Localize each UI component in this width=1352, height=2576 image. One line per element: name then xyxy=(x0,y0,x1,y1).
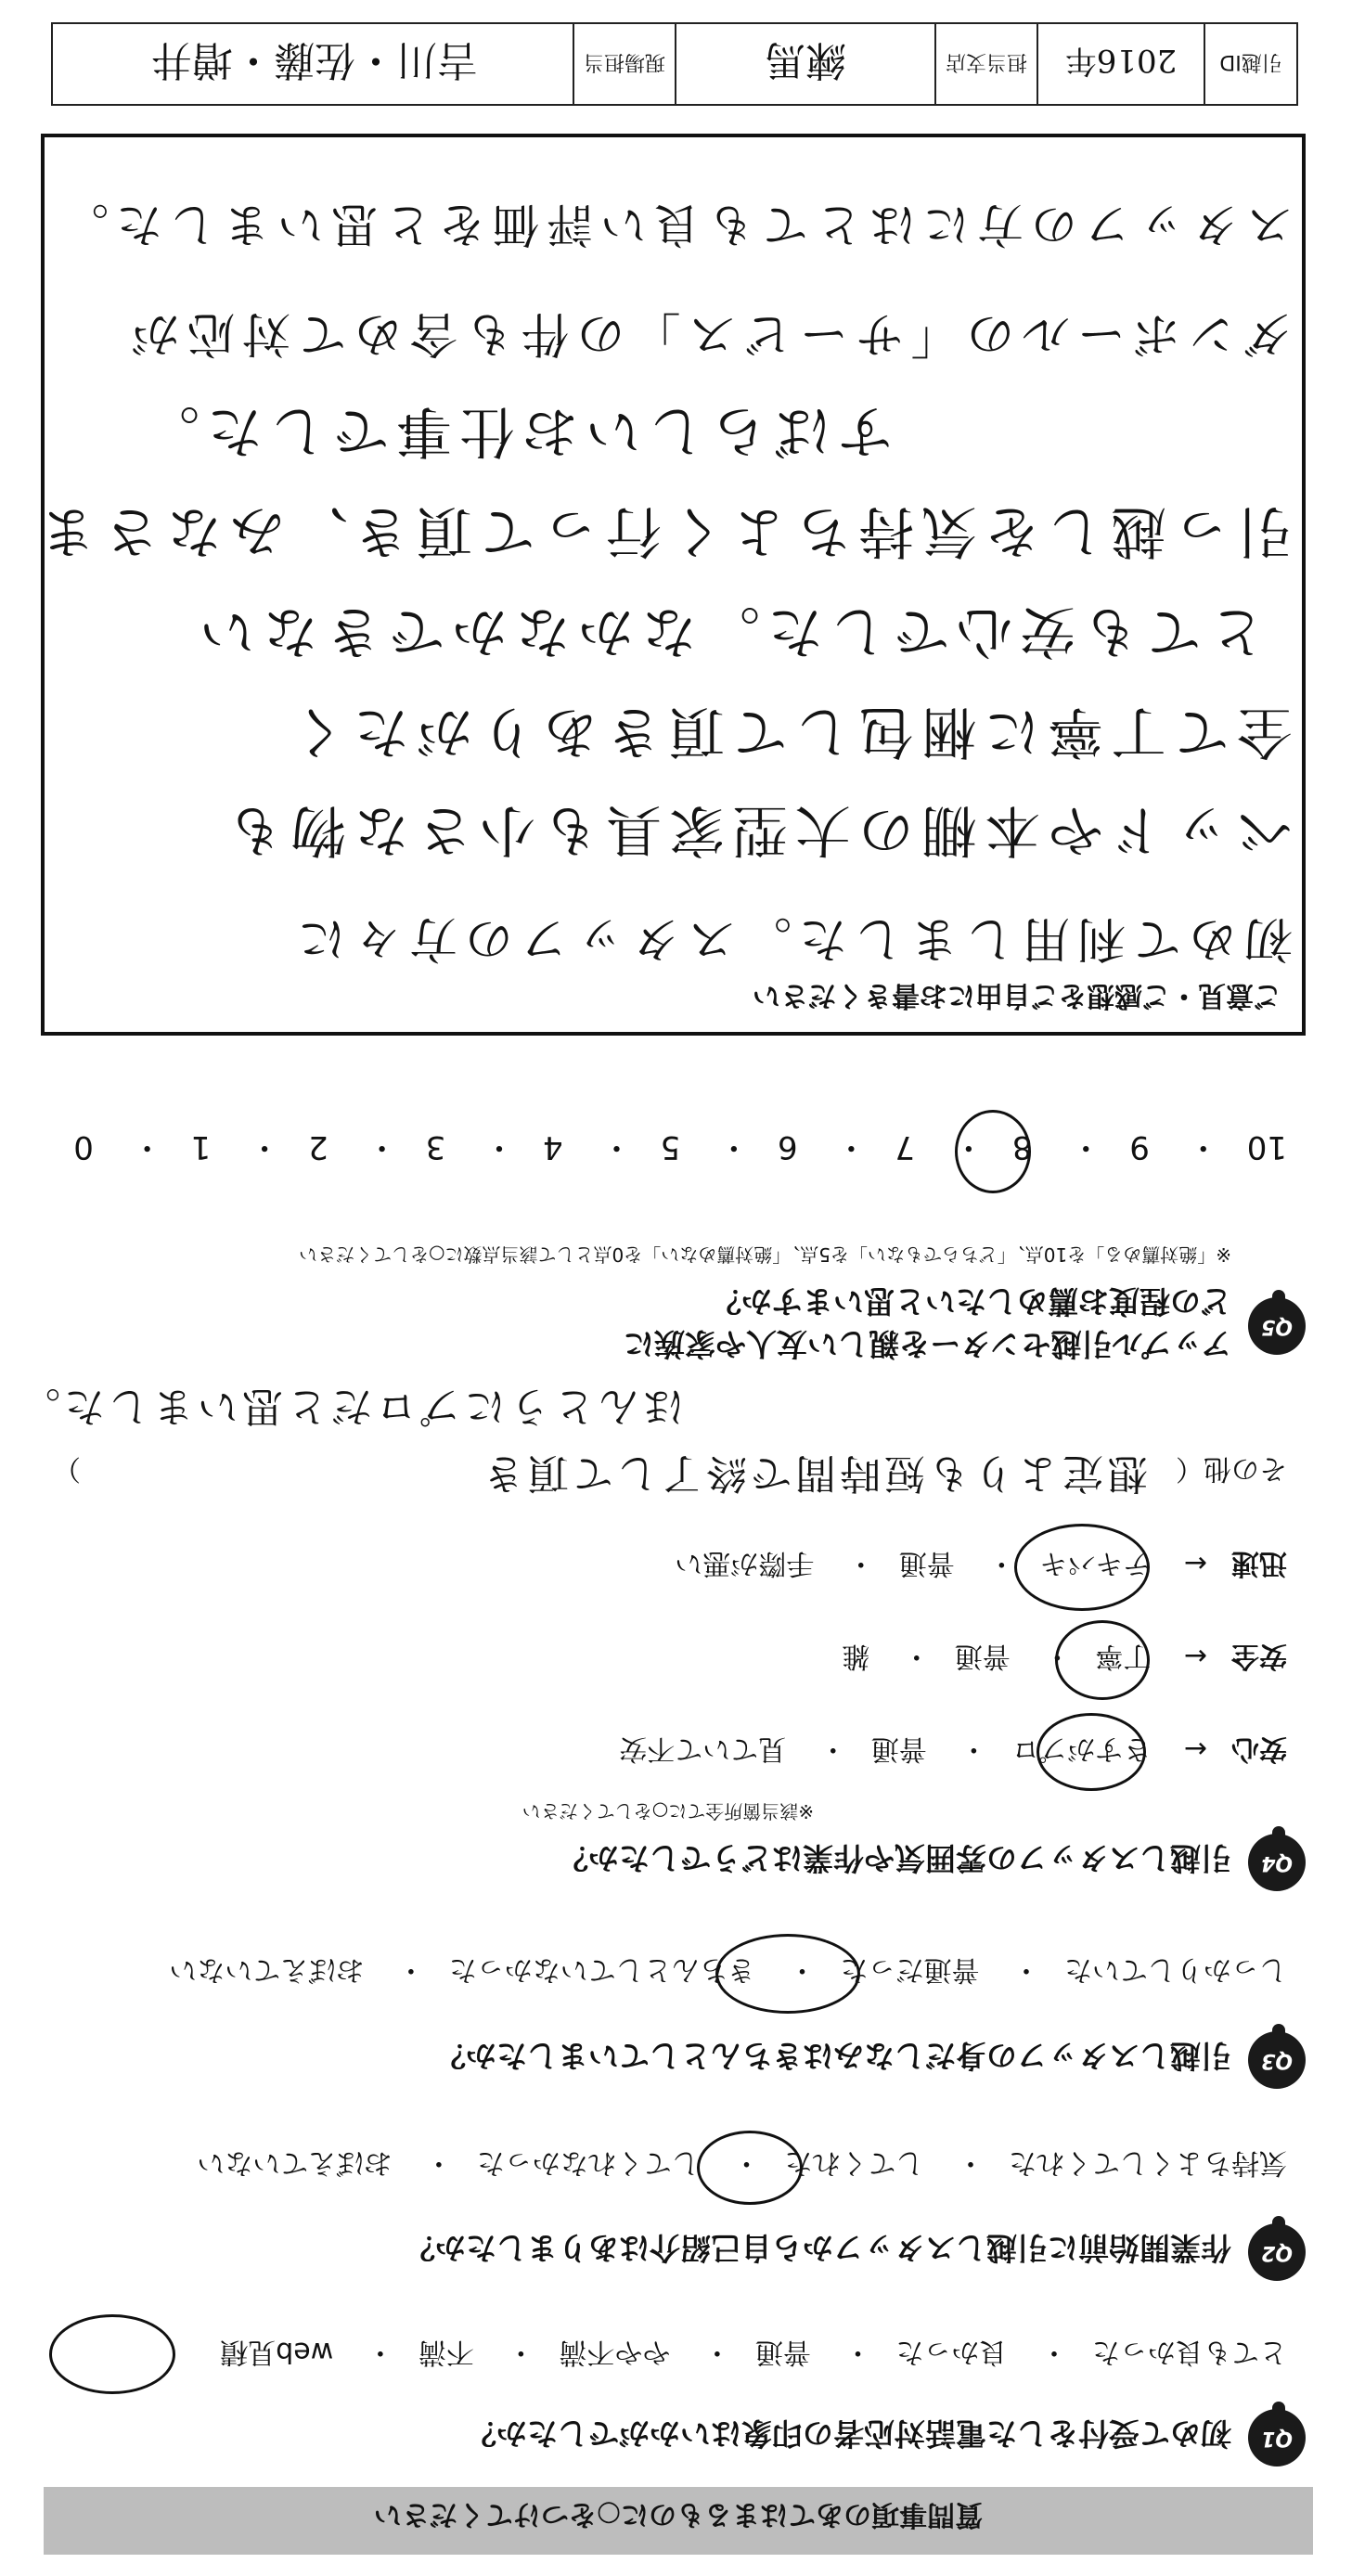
q3-option[interactable]: きちんとしていなかった xyxy=(448,1953,755,1986)
branch-value: 練馬 xyxy=(765,36,846,84)
q2-option[interactable]: してくれた xyxy=(784,2146,924,2179)
q4-row-label: 安全 xyxy=(1231,1640,1287,1672)
q4-badge: Q4 xyxy=(1248,1834,1306,1891)
q4-option[interactable]: 普通 xyxy=(870,1732,927,1765)
q5-scale: 10・ 9・ 8・ 7・ 6・ 5・ 4・ 3・ 2・ 1・ 0 xyxy=(73,1128,1287,1166)
q4-jinsoku-circle xyxy=(1014,1524,1150,1611)
free-comment-label: ご意見・ご感想をご自由にお書きください xyxy=(753,979,1281,1011)
q1-option[interactable]: 良かった xyxy=(895,2336,1008,2368)
q3-option[interactable]: おぼえていない xyxy=(169,1953,365,1986)
branch-value-cell xyxy=(675,24,934,104)
q2-option[interactable]: してくれなかった xyxy=(476,2146,700,2179)
q4-option[interactable]: 普通 xyxy=(898,1547,955,1579)
q4-option[interactable]: 手際が悪い xyxy=(675,1547,815,1579)
staff-label: 現場担当 xyxy=(584,50,666,74)
comment-line: ダンボールの「サービス」の件も含めて対応が xyxy=(123,305,1293,361)
q4-row-anzen: 安全← 丁寧・ 普通・ 雑 xyxy=(842,1640,1287,1672)
q4-row-label: 安心 xyxy=(1231,1732,1287,1765)
q4-row-anshin: 安心← さすがプロ・ 普通・ 見ていて不安 xyxy=(619,1732,1287,1765)
id-table xyxy=(51,22,1298,106)
q4-option[interactable]: 普通 xyxy=(954,1640,1011,1672)
free-comment-box xyxy=(32,134,1306,1036)
comment-line: 初めて利用しました。スタッフの方々に xyxy=(290,910,1293,966)
q5-score[interactable]: 8 xyxy=(1011,1128,1033,1166)
q5-answer-circle xyxy=(955,1110,1031,1193)
staff-value-cell xyxy=(57,24,573,104)
q1-option[interactable]: web見積 xyxy=(220,2336,334,2368)
q2-question: 作業開始前に引越しスタッフから自己紹介はありましたか？ xyxy=(405,2230,1231,2266)
q4-option[interactable]: 丁寧 xyxy=(1095,1640,1152,1672)
q3-badge: Q3 xyxy=(1248,2031,1306,2089)
q2-badge: Q2 xyxy=(1248,2223,1306,2281)
q4-question: 引越しスタッフの雰囲気や作業はどうでしたか？ xyxy=(558,1840,1231,1876)
id-label-cell xyxy=(1204,24,1296,104)
q5-score[interactable]: 10 xyxy=(1246,1128,1287,1166)
q4-option[interactable]: 雑 xyxy=(842,1640,870,1672)
q4-option[interactable]: テキパキ xyxy=(1039,1547,1152,1579)
q1-option[interactable]: やや不満 xyxy=(559,2336,671,2368)
q5-score[interactable]: 0 xyxy=(73,1128,94,1166)
staff-label-cell xyxy=(573,24,675,104)
q4-other-handwriting-2: ほんとうにプロだと思いました。 xyxy=(16,1383,684,1430)
q5-score[interactable]: 2 xyxy=(308,1128,328,1166)
q1-option[interactable]: 普通 xyxy=(754,2336,811,2368)
branch-label: 担当支店 xyxy=(946,50,1028,74)
q2-answer-circle xyxy=(697,2131,803,2205)
q5-note: ※「絶対薦める」を10点、「どちらでもない」を5点、「絶対薦めない」を0点として該当点数に○をしてください xyxy=(299,1243,1231,1266)
q5-question-line1: アップル引越センターを親しい友人や家族に xyxy=(623,1326,1231,1362)
q4-other-label: その他（ xyxy=(1176,1452,1287,1485)
q2-option[interactable]: おぼえていない xyxy=(197,2146,393,2179)
q1-option[interactable]: 不満 xyxy=(418,2336,474,2368)
id-value: 2016年 xyxy=(1064,42,1178,80)
q4-anzen-circle xyxy=(1055,1620,1150,1700)
q5-score[interactable]: 5 xyxy=(660,1128,681,1166)
comment-line: スタッフの方にはとても良い評価をと思いました。 xyxy=(55,198,1293,251)
q5-score[interactable]: 7 xyxy=(895,1128,916,1166)
instruction-text: 質問事項のあてはまるものに○をつけてください xyxy=(373,2498,984,2531)
q2-options: 気持ちよくしてくれた・ してくれた・ してくれなかった・ おぼえていない xyxy=(197,2146,1287,2179)
comment-line: すばらしいお仕事でした。 xyxy=(136,398,894,463)
q5-badge: Q5 xyxy=(1248,1297,1306,1355)
q3-answer-circle xyxy=(715,1934,860,2014)
instruction-band xyxy=(44,2487,1313,2555)
comment-line: 全て丁寧に梱包して頂きありがたく xyxy=(283,699,1293,764)
q1-option[interactable]: とても良かった xyxy=(1092,2336,1287,2368)
comment-line: とても安心でした。なかなかできない xyxy=(192,599,1265,663)
q3-option[interactable]: 普通だった xyxy=(840,1953,980,1986)
q4-anshin-circle xyxy=(1037,1713,1146,1791)
branch-label-cell xyxy=(934,24,1037,104)
q4-row-label: 迅速 xyxy=(1231,1547,1287,1579)
q1-options: とても良かった・ 良かった・ 普通・ やや不満・ 不満・ web見積 xyxy=(220,2336,1287,2368)
staff-value: 吉川・佐藤・増井 xyxy=(151,36,478,84)
q3-question: 引越しスタッフの身だしなみはきちんとしていましたか？ xyxy=(435,2038,1231,2074)
comment-line: ベッドや本棚の大型家具も小さな物も xyxy=(220,797,1293,862)
q4-other-handwriting-1: 想定よりも短時間で終了して頂き xyxy=(480,1449,1148,1497)
q5-score[interactable]: 9 xyxy=(1129,1128,1150,1166)
q4-other-close: ） xyxy=(53,1452,81,1485)
id-label: 引越ID xyxy=(1219,50,1282,74)
q5-question-line2: どの程度お薦めしたいと思いますか？ xyxy=(711,1283,1231,1320)
q4-row-jinsoku: 迅速← テキパキ・ 普通・ 手際が悪い xyxy=(675,1547,1287,1579)
q5-score[interactable]: 6 xyxy=(777,1128,798,1166)
q2-option[interactable]: 気持ちよくしてくれた xyxy=(1009,2146,1287,2179)
q4-note: ※該当箇所全てに○をしてください xyxy=(521,1800,814,1823)
q1-answer-circle xyxy=(49,2314,175,2394)
q4-option[interactable]: 見ていて不安 xyxy=(619,1732,787,1765)
q3-option[interactable]: しっかりしていた xyxy=(1064,1953,1287,1986)
q1-badge: Q1 xyxy=(1248,2409,1306,2467)
q5-score[interactable]: 1 xyxy=(190,1128,212,1166)
id-value-cell xyxy=(1037,24,1204,104)
q5-score[interactable]: 3 xyxy=(425,1128,446,1166)
q5-score[interactable]: 4 xyxy=(543,1128,563,1166)
q4-option[interactable]: さすがプロ xyxy=(1011,1732,1152,1765)
comment-line: 引っ越しを気持ちよく行って頂き、みなさま xyxy=(32,498,1293,563)
q3-options: しっかりしていた・ 普通だった・ きちんとしていなかった・ おぼえていない xyxy=(169,1953,1287,1986)
q1-question: 初めて受付をした電話対応者の印象はいかがでしたか？ xyxy=(466,2415,1231,2452)
